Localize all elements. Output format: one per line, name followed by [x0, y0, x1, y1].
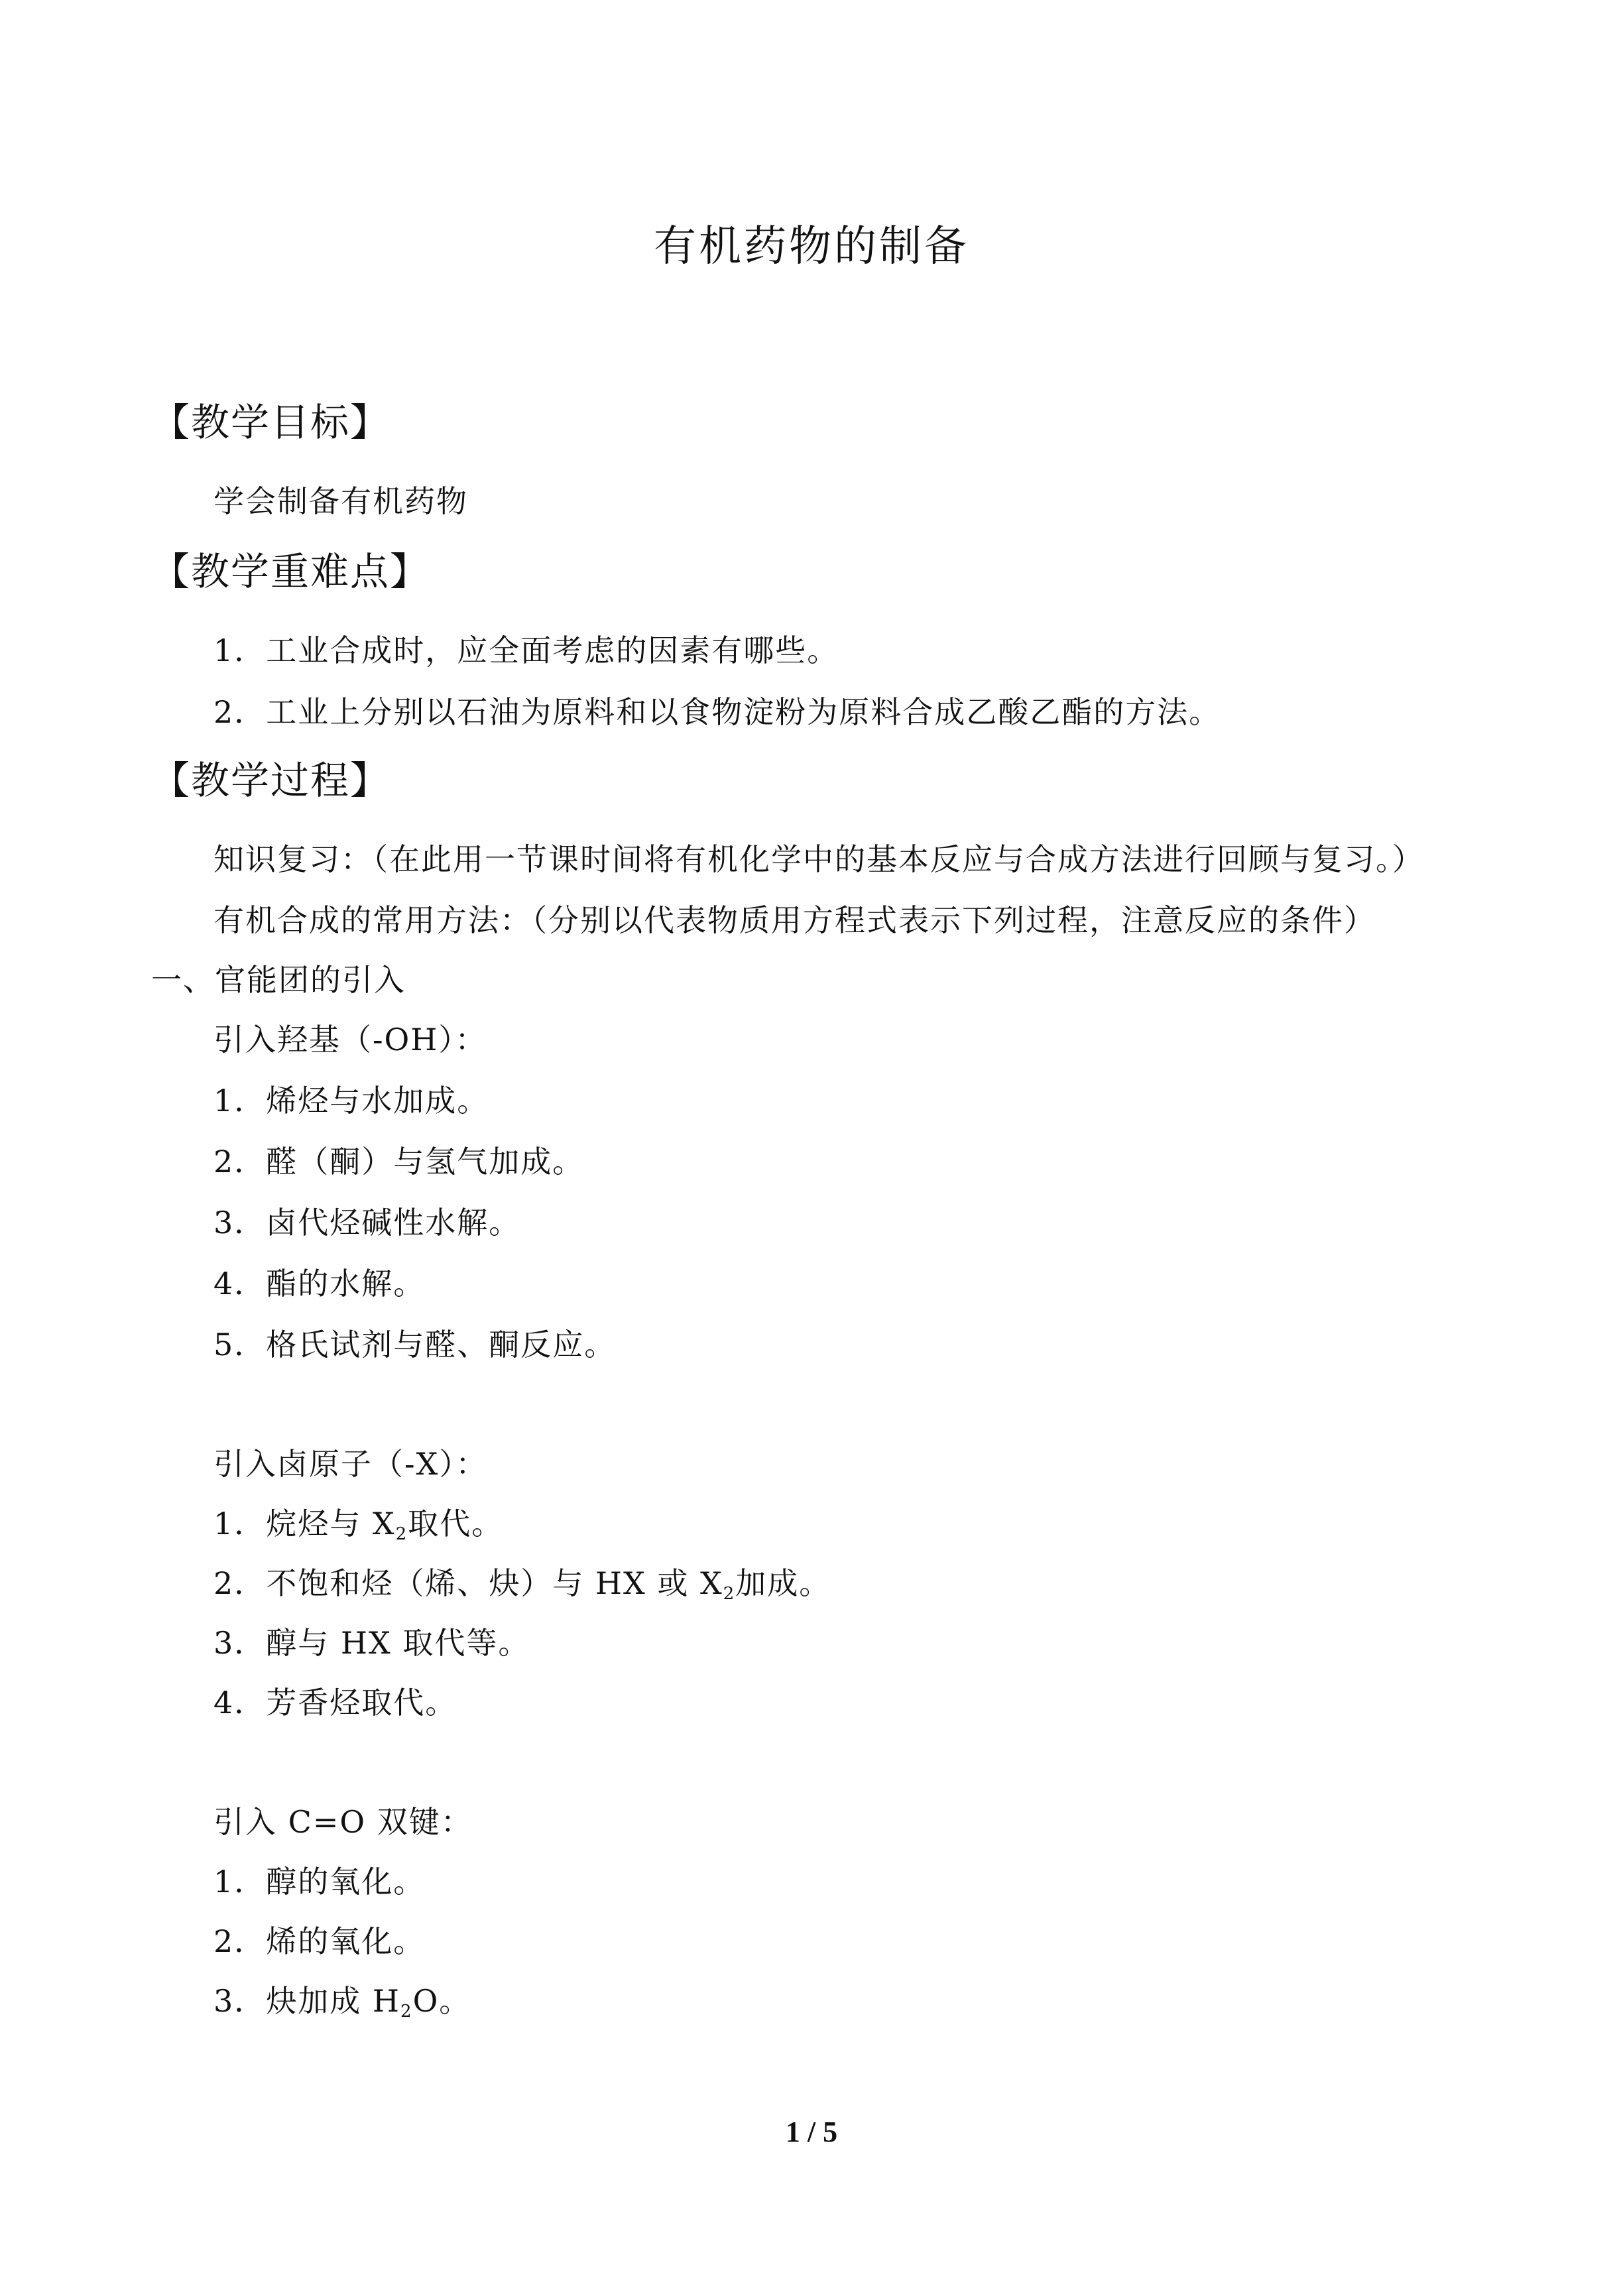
review-paragraph: 知识复习：（在此用一节课时间将有机化学中的基本反应与合成方法进行回顾与复习。） — [213, 841, 1424, 877]
heading-teaching-process: 【教学过程】 — [151, 758, 391, 803]
key-point-item: 2．工业上分别以石油为原料和以食物淀粉为原料合成乙酸乙酯的方法。 — [213, 694, 1221, 730]
halogen-item: 2．不饱和烃（烯、炔）与 HX 或 $X_2$加成。 — [213, 1565, 831, 1604]
carbonyl-item: 3．炔加成 $H_2O$。 — [213, 1983, 471, 2022]
hydroxyl-item: 5．格氏试剂与醛、酮反应。 — [213, 1327, 617, 1362]
hydroxyl-item: 4．酯的水解。 — [213, 1266, 426, 1301]
key-point-item: 1．工业合成时，应全面考虑的因素有哪些。 — [213, 633, 839, 668]
methods-paragraph: 有机合成的常用方法：（分别以代表物质用方程式表示下列过程，注意反应的条件） — [213, 902, 1376, 938]
hydroxyl-item: 2．醛（酮）与氢气加成。 — [213, 1144, 585, 1179]
halogen-label: 引入卤原子（-X）： — [213, 1446, 488, 1482]
page-number: 1 / 5 — [785, 2116, 838, 2148]
document-title: 有机药物的制备 — [654, 222, 969, 271]
hydroxyl-item: 1．烯烃与水加成。 — [213, 1083, 489, 1118]
part-one-heading: 一、官能团的引入 — [151, 962, 406, 998]
hydroxyl-label: 引入羟基（-OH）： — [213, 1022, 487, 1057]
carbonyl-item: 1．醇的氧化。 — [213, 1864, 426, 1900]
goal-text: 学会制备有机药物 — [213, 483, 468, 519]
carbonyl-item: 2．烯的氧化。 — [213, 1923, 426, 1959]
halogen-item: 1．烷烃与 $X_2$取代。 — [213, 1506, 504, 1544]
halogen-item: 3．醇与 HX 取代等。 — [213, 1625, 530, 1661]
carbonyl-label: 引入 C=O 双键： — [213, 1804, 473, 1840]
heading-teaching-goals: 【教学目标】 — [151, 400, 391, 445]
halogen-item: 4．芳香烃取代。 — [213, 1685, 457, 1721]
heading-key-points: 【教学重难点】 — [151, 549, 430, 594]
hydroxyl-item: 3．卤代烃碱性水解。 — [213, 1205, 521, 1240]
